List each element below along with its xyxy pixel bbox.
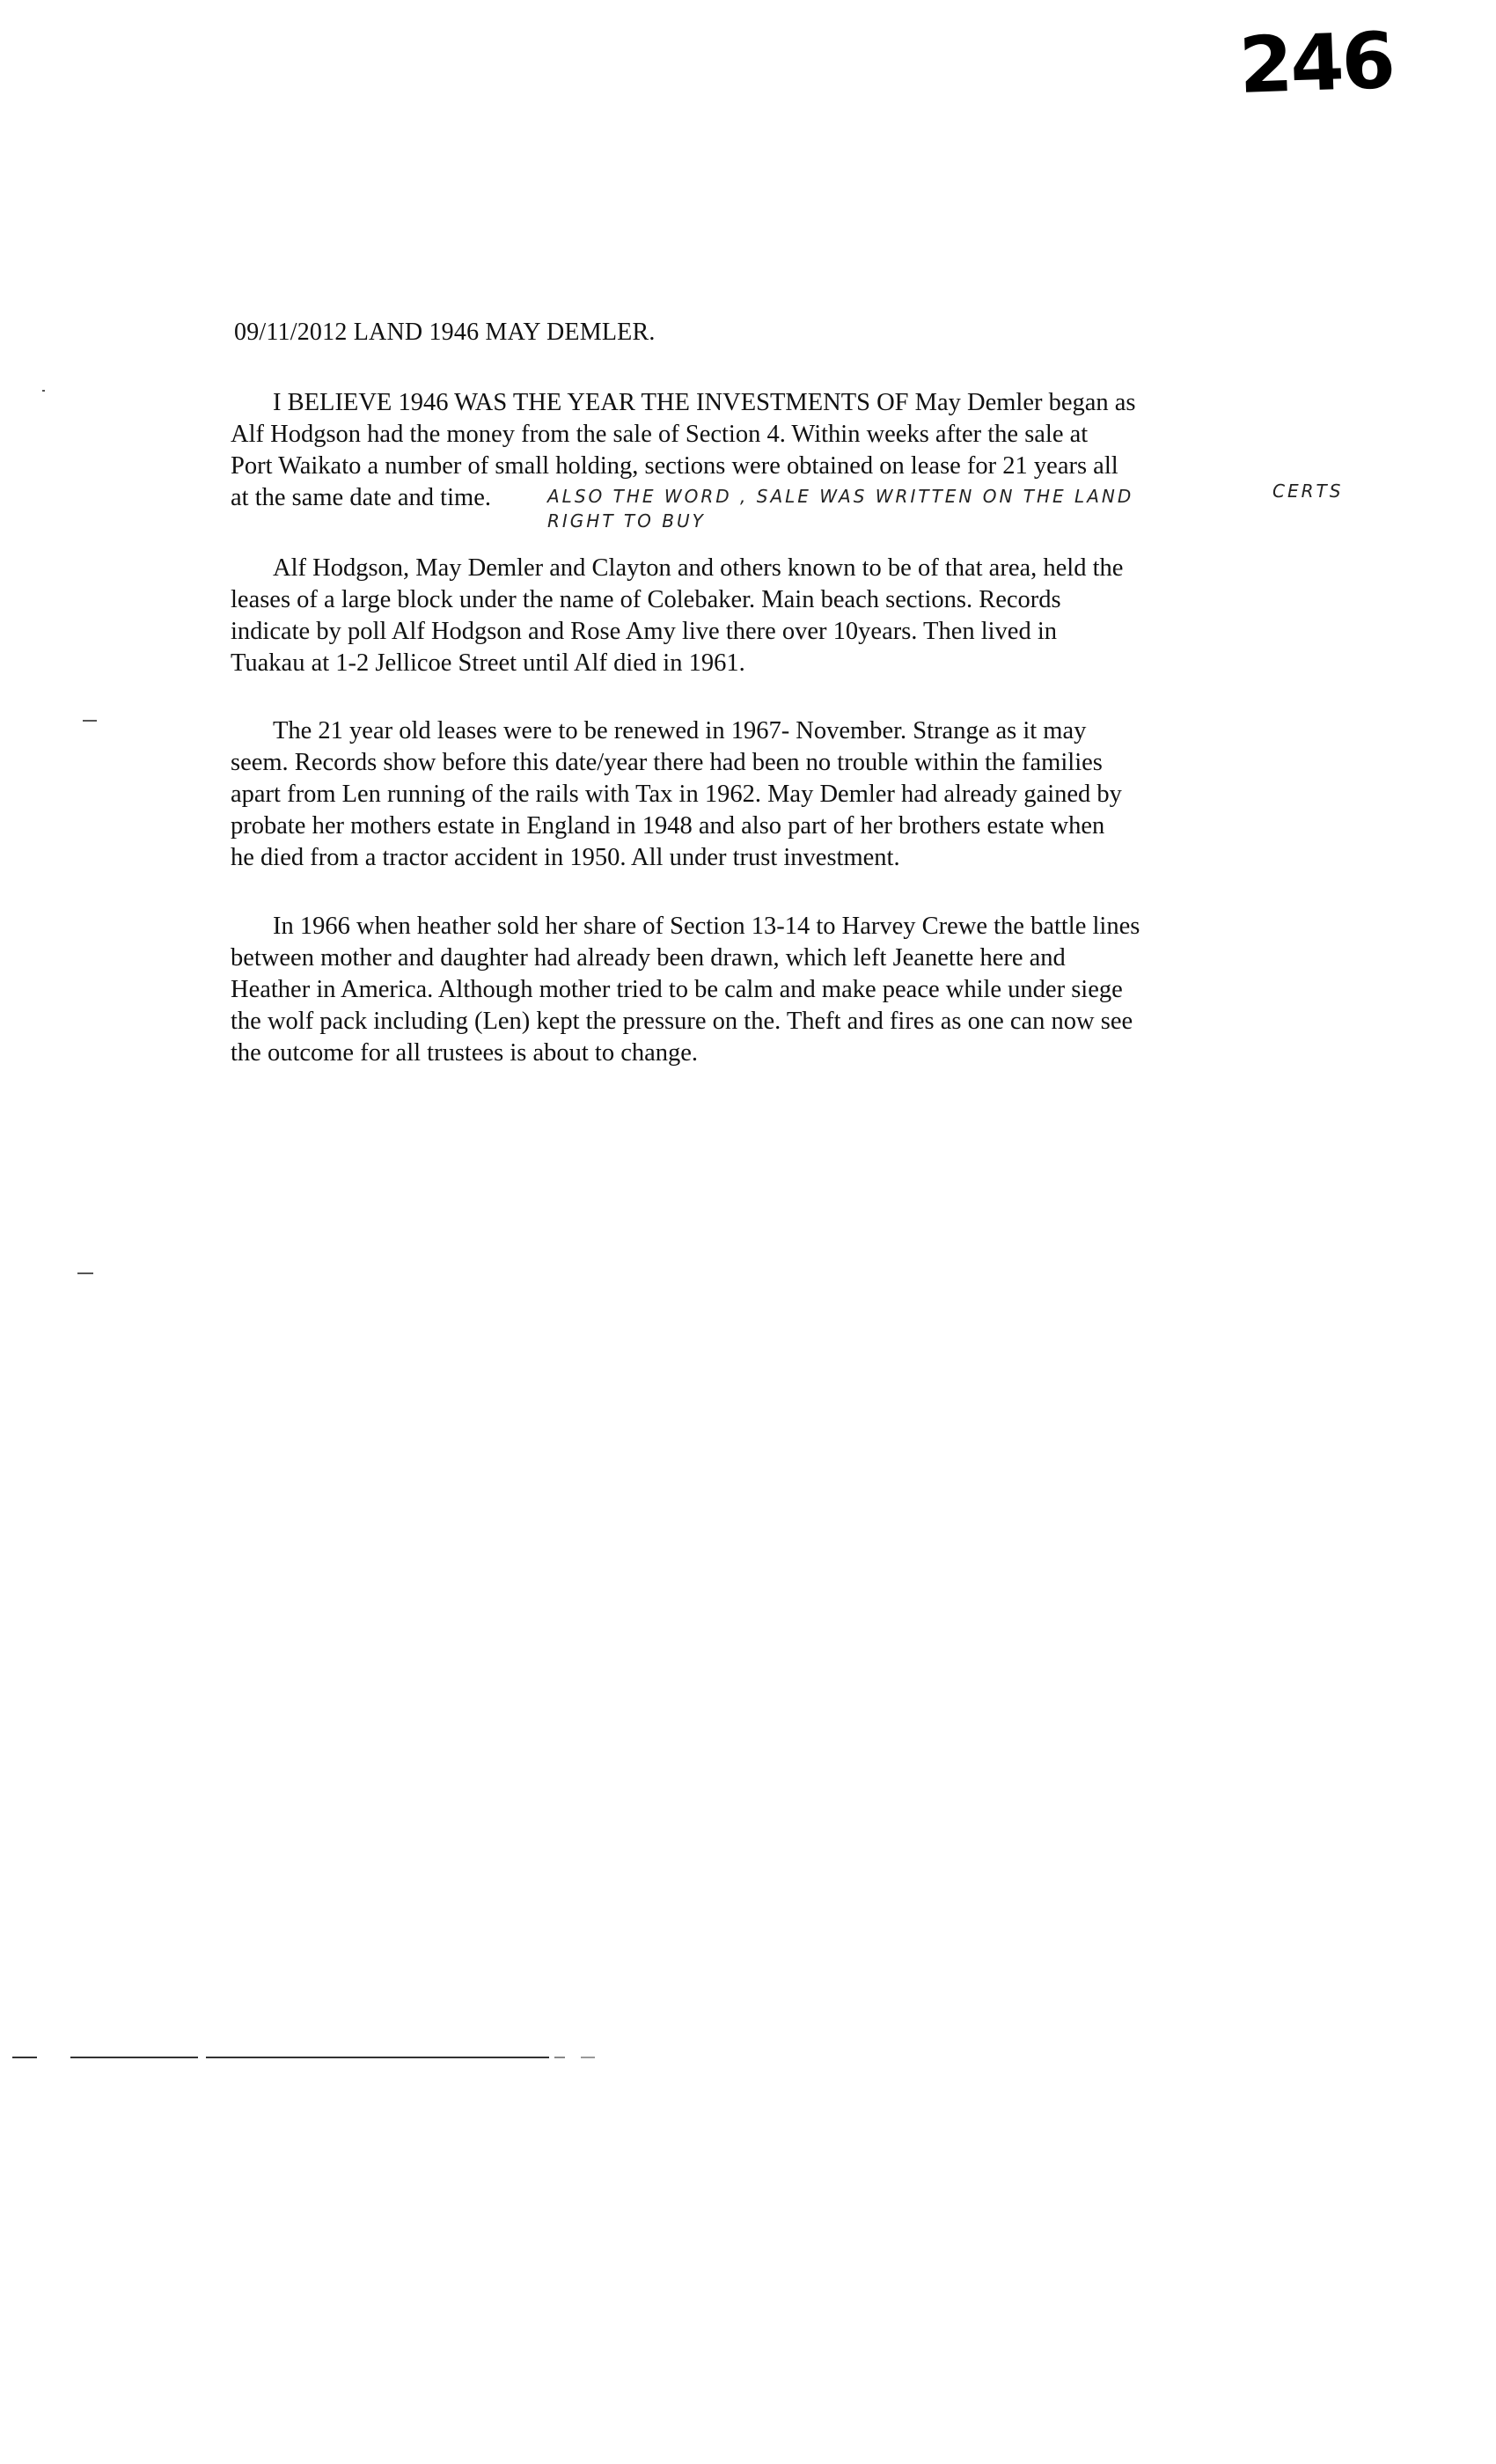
footer-rule (206, 2057, 549, 2058)
document-heading: 09/11/2012 LAND 1946 MAY DEMLER. (234, 319, 656, 346)
handwritten-note-line-1: ALSO THE WORD , SALE WAS WRITTEN ON THE LAND (547, 486, 1134, 507)
paragraph-line: indicate by poll Alf Hodgson and Rose Amy live there over 10years. Then lived in (231, 618, 1057, 645)
paragraph-line: between mother and daughter had already been drawn, which left Jeanette here and (231, 944, 1066, 972)
paragraph-line: leases of a large block under the name of Colebaker. Main beach sections. Records (231, 586, 1061, 613)
footer-rule (70, 2057, 198, 2058)
paragraph-line: Alf Hodgson had the money from the sale of Section 4. Within weeks after the sale at (231, 421, 1089, 448)
footer-rule (581, 2057, 595, 2058)
paragraph-3 (231, 715, 1287, 874)
paragraph-line: the outcome for all trustees is about to change. (231, 1039, 699, 1067)
page-number: 246 (1237, 14, 1395, 112)
paragraph-4 (231, 911, 1287, 1069)
margin-mark (83, 720, 97, 722)
paragraph-line: at the same date and time. (231, 484, 491, 511)
paragraph-line: the wolf pack including (Len) kept the pressure on the. Theft and fires as one can now see (231, 1008, 1133, 1035)
paragraph-line: In 1966 when heather sold her share of Section 13-14 to Harvey Crewe the battle lines (273, 913, 1140, 940)
paragraph-line: probate her mothers estate in England in 1948 and also part of her brothers estate when (231, 812, 1105, 840)
paragraph-line: Tuakau at 1-2 Jellicoe Street until Alf died in 1961. (231, 649, 745, 677)
paragraph-line: Port Waikato a number of small holding, sections were obtained on lease for 21 years all (231, 452, 1118, 480)
paragraph-line: Alf Hodgson, May Demler and Clayton and others known to be of that area, held the (273, 554, 1124, 582)
footer-rule (554, 2057, 565, 2058)
handwritten-note-line-2: RIGHT TO BUY (547, 510, 706, 532)
margin-mark (42, 390, 45, 392)
paragraph-line: Heather in America. Although mother tried to be calm and make peace while under siege (231, 976, 1123, 1003)
footer-rule (12, 2057, 37, 2058)
margin-mark (77, 1272, 93, 1274)
paragraph-line: he died from a tractor accident in 1950. All under trust investment. (231, 844, 900, 871)
paragraph-line: I BELIEVE 1946 WAS THE YEAR THE INVESTMENTS OF May Demler began as (273, 389, 1136, 416)
handwritten-note-line-1-end: CERTS (1272, 480, 1344, 502)
paragraph-line: apart from Len running of the rails with Tax in 1962. May Demler had already gained by (231, 781, 1122, 808)
paragraph-line: The 21 year old leases were to be renewed in 1967- November. Strange as it may (273, 717, 1087, 744)
paragraph-line: seem. Records show before this date/year there had been no trouble within the families (231, 749, 1103, 776)
paragraph-2 (231, 553, 1287, 679)
